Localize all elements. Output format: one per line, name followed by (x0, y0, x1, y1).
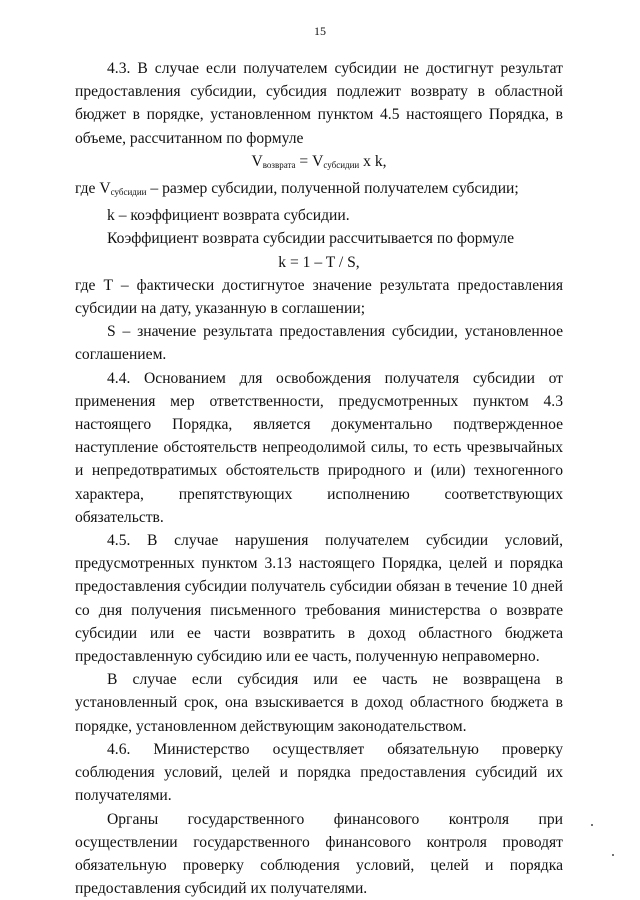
formula-v-return: V (251, 152, 263, 170)
definition-k: k – коэффициент возврата субсидии. (107, 207, 350, 225)
definition-v-subsidy (75, 177, 563, 204)
document-body (75, 57, 563, 900)
paragraph-4-5-recovery: В случае если субсидия или ее часть не возвращена в установленный срок, она взыскивается в доход областного бюджета в порядке, установленном действующим законодательством. (75, 671, 563, 735)
paragraph-4-3: 4.3. В случае если получателем субсидии не достигнут результат предоставления субсидии, субсидия подлежит возврату в областной бюджет в порядке, установленном пунктом 4.5 настоящего Порядка, в объеме, рассчитанном по формуле (75, 60, 563, 147)
definition-v-rest: – размер субсидии, полученной получателем субсидии; (146, 180, 519, 198)
formula-return-volume (75, 150, 563, 177)
definition-v-sub: субсидии (110, 187, 147, 198)
page-number: 15 (314, 24, 326, 38)
paragraph-4-4: 4.4. Основанием для освобождения получателя субсидии от применения мер ответственности, предусмотренных пунктом 4.3 настоящего Порядка, является документально подтвержденное наступление обстоятельств непреодолимой силы, то есть чрезвычайных и непредотвратимых обстоятельств природного и (или) техногенного характера, препятствующих исполнению соответствующих обязательств. (75, 369, 563, 526)
coefficient-intro: Коэффициент возврата субсидии рассчитывается по формуле (107, 230, 514, 248)
formula-equals-v: = V (295, 152, 324, 170)
formula-coefficient: k = 1 – T / S, (278, 253, 360, 271)
formula-sub-return: возврата (262, 159, 296, 170)
formula-sub-subsidy: субсидии (323, 159, 360, 170)
formula-times-k: x k, (359, 152, 387, 170)
definition-t: где T – фактически достигнутое значение результата предоставления субсидии на дату, указанную в соглашении; (75, 276, 563, 318)
definition-s: S – значение результата предоставления субсидии, установленное соглашением. (75, 323, 563, 364)
scan-dot (591, 824, 593, 826)
scan-dot (612, 854, 614, 856)
paragraph-4-5: 4.5. В случае нарушения получателем субсидии условий, предусмотренных пунктом 3.13 настоящего Порядка, целей и порядка предоставления субсидии получатель субсидии обязан в течение 10 дней со дня получения письменного требования министерства о возврате субсидии или ее части возвратить в доход областного бюджета предоставленную субсидию или ее часть, полученную неправомерно. (75, 532, 563, 666)
definition-v-start: где V (75, 180, 111, 198)
paragraph-4-6: 4.6. Министерство осуществляет обязательную проверку соблюдения условий, целей и порядка предоставления субсидий их получателями. (75, 740, 563, 805)
paragraph-4-6-control: Органы государственного финансового контроля при осуществлении государственного финансового контроля проводят обязательную проверку соблюдения условий, целей и порядка предоставления субсидий их получателями. (75, 810, 563, 898)
